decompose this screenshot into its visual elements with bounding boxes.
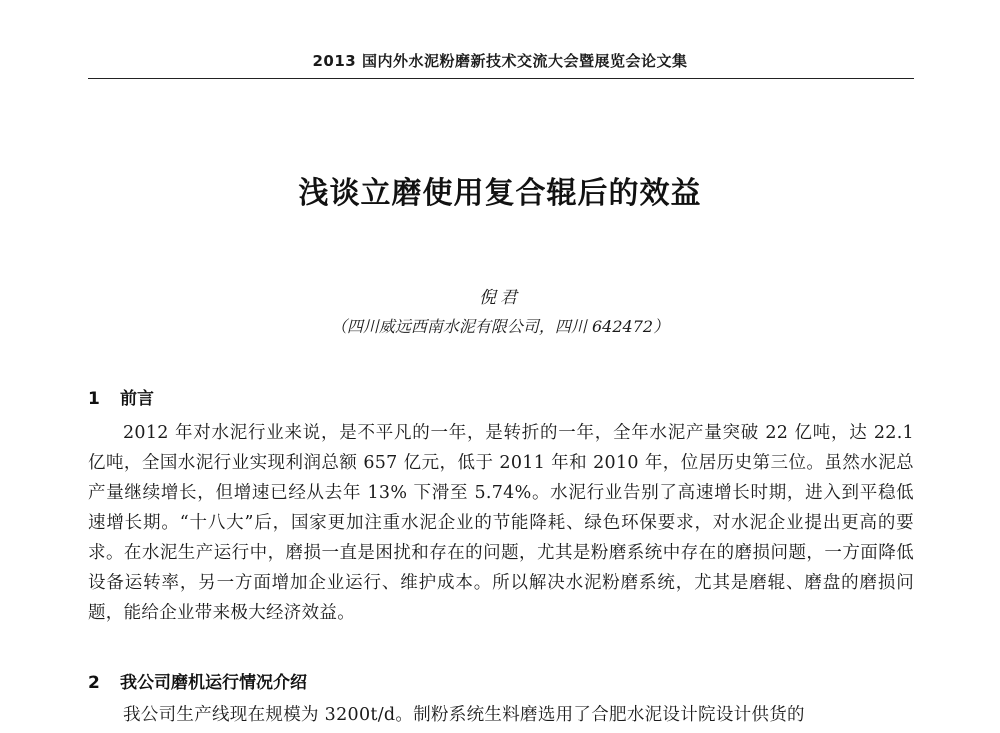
header-rule bbox=[88, 78, 914, 79]
mill-operation-paragraph: 我公司生产线现在规模为 3200t/d。制粉系统生料磨选用了合肥水泥设计院设计供货的 bbox=[123, 705, 805, 725]
author-name: 倪君 bbox=[479, 288, 521, 308]
introduction-paragraph: 2012 年对水泥行业来说，是不平凡的一年，是转折的一年，全年水泥产量突破 22 亿吨，达 22.1 亿吨，全国水泥行业实现利润总额 657 亿元，低于 2011 年和 2010 年，位居历史第三位。虽然水泥总产量继续增长，但增速已经从去年 13% 下滑至 5.74%。水泥行业告别了高速增长时期，进入到平稳低速增长期。“十八大”后，国家更加注重水泥企业的节能降耗、绿色环保要求，对水泥企业提出更高的要求。在水泥生产运行中，磨损一直是困扰和存在的问题，尤其是粉磨系统中存在的磨损问题，一方面降低设备运转率，另一方面增加企业运行、维护成本。所以解决水泥粉磨系统，尤其是磨辊、磨盘的磨损问题，能给企业带来极大经济效益。 bbox=[88, 423, 914, 623]
section-heading-introduction bbox=[88, 384, 154, 409]
section-number: 1 bbox=[88, 389, 100, 409]
section-title: 前言 bbox=[120, 389, 154, 409]
section-title: 我公司磨机运行情况介绍 bbox=[120, 673, 307, 693]
running-header: 2013 国内外水泥粉磨新技术交流大会暨展览会论文集 bbox=[312, 52, 688, 70]
paper-title: 浅谈立磨使用复合辊后的效益 bbox=[298, 176, 702, 211]
section-number: 2 bbox=[88, 673, 100, 693]
author-affiliation: （四川威远西南水泥有限公司，四川 642472） bbox=[330, 317, 670, 336]
section-heading-mill-operation bbox=[88, 668, 307, 693]
